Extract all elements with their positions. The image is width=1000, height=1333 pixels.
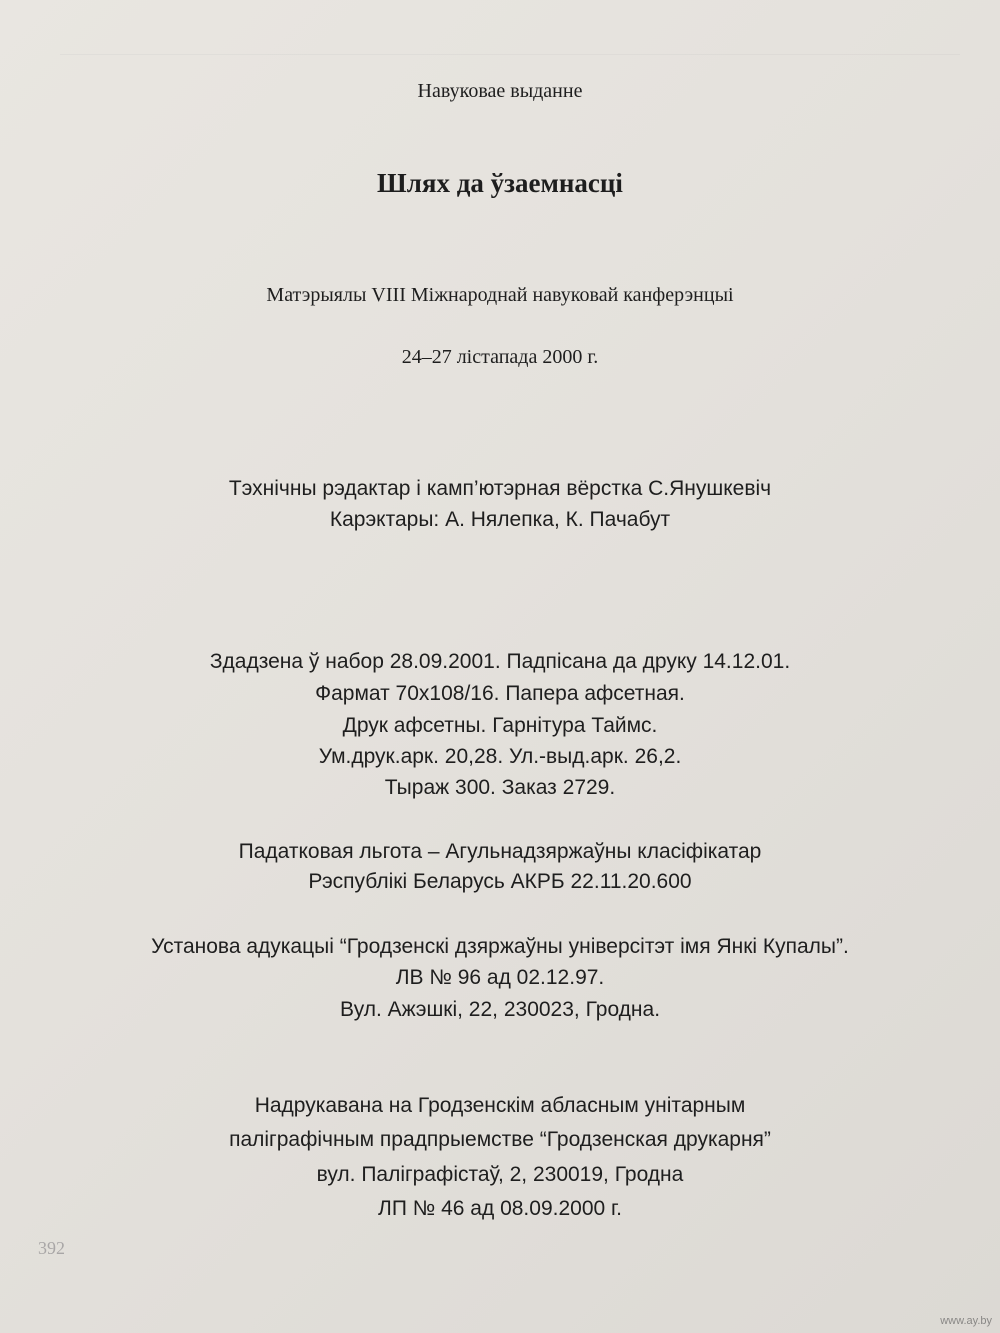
proofreaders: Карэктары: А. Нялепка, К. Пачабут — [329, 508, 671, 531]
tax-classifier: Рэспублікі Беларусь АКРБ 22.11.20.600 — [308, 870, 692, 893]
printer-address: вул. Паліграфістаў, 2, 230019, Гродна — [316, 1163, 684, 1186]
publisher-name: Установа адукацыі “Гродзенскі дзяржаўны універсітэт імя Янкі Купалы”. — [151, 935, 849, 958]
page-number: 392 — [38, 1238, 65, 1258]
printer-license: ЛП № 46 ад 08.09.2000 г. — [378, 1197, 622, 1220]
conference-dates: 24–27 лістапада 2000 г. — [401, 346, 599, 368]
technical-editor: Тэхнічны рэдактар і камп’ютэрная вёрстка С.Янушкевіч — [228, 477, 772, 500]
production-dates: Здадзена ў набор 28.09.2001. Падпісана да друку 14.12.01. — [209, 650, 791, 673]
production-format: Фармат 70х108/16. Папера афсетная. — [315, 682, 685, 705]
tax-benefit: Падатковая льгота – Агульнадзяржаўны класіфікатар — [238, 840, 762, 863]
printer-line-1: Надрукавана на Гродзенскім абласным унітарным — [254, 1094, 746, 1117]
genre-label: Навуковае выданне — [417, 80, 583, 102]
show-through-texture — [60, 20, 960, 1260]
book-title: Шлях да ўзаемнасці — [377, 168, 623, 198]
book-subtitle: Матэрыялы VIII Міжнароднай навуковай канферэнцыі — [266, 284, 734, 306]
production-sheets: Ум.друк.арк. 20,28. Ул.-выд.арк. 26,2. — [318, 745, 682, 768]
production-run: Тыраж 300. Заказ 2729. — [384, 776, 616, 799]
publisher-address: Вул. Ажэшкі, 22, 230023, Гродна. — [339, 998, 661, 1021]
printer-name: паліграфічным прадпрыемстве “Гродзенская друкарня” — [229, 1128, 771, 1151]
production-print: Друк афсетны. Гарнітура Таймс. — [342, 714, 658, 737]
site-watermark: www.ay.by — [940, 1315, 992, 1327]
publisher-license: ЛВ № 96 ад 02.12.97. — [395, 966, 605, 989]
